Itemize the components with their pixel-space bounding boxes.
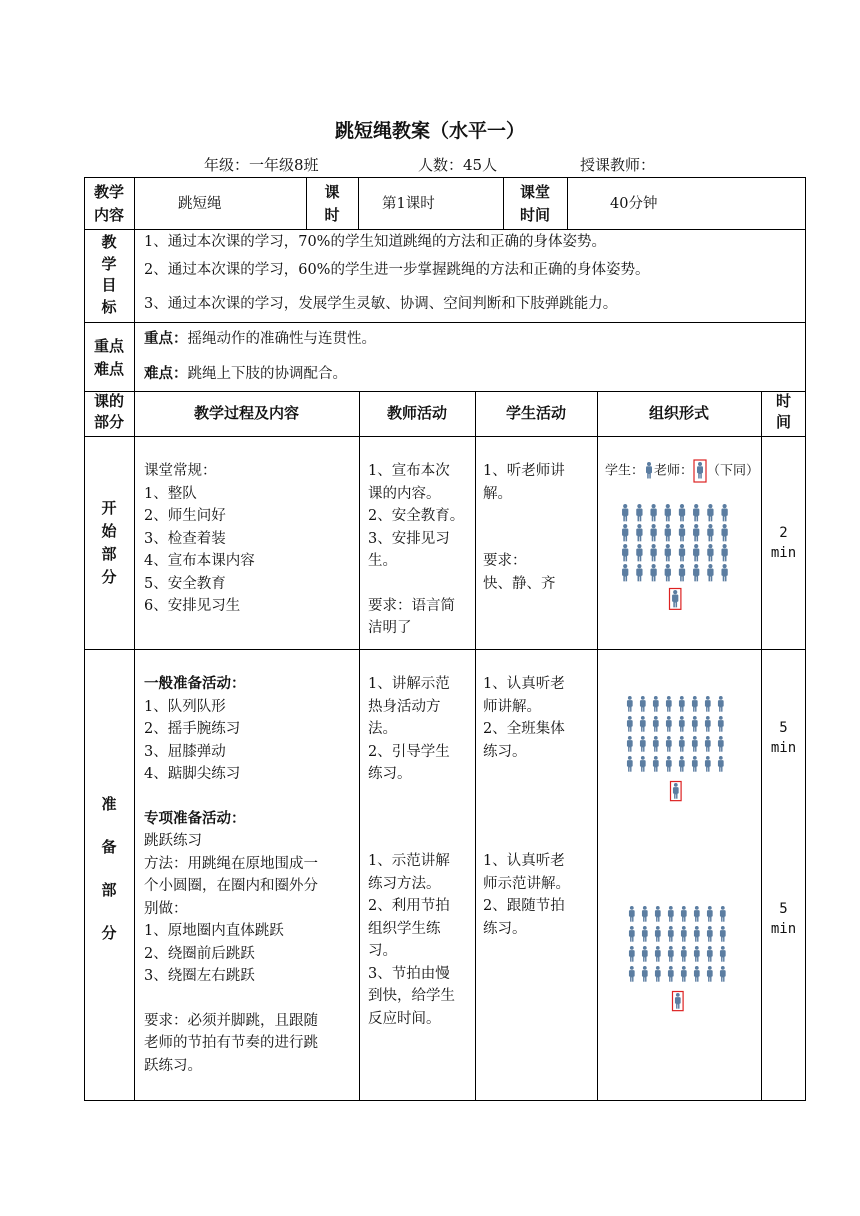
student-person-icon (622, 524, 628, 541)
student-person-icon (668, 946, 674, 962)
student-person-icon (694, 906, 700, 922)
time-value: 40分钟 (610, 196, 658, 212)
student-person-icon (693, 504, 699, 521)
prep-teacher-special: 1、示范讲解 练习方法。 2、利用节拍 组织学生练 习。 3、节拍由慢 到快，给学生 反应时间。 (368, 853, 455, 1027)
student-person-icon (705, 716, 711, 732)
student-person-icon (720, 946, 726, 962)
student-person-icon (629, 906, 635, 922)
student-person-icon (627, 696, 633, 712)
prep-time-2: 5 min (770, 901, 797, 937)
student-person-icon (679, 504, 685, 521)
student-person-icon (636, 504, 642, 521)
student-person-icon (679, 564, 685, 581)
key-point: 重点：摇绳动作的准确性与连贯性。 (144, 331, 376, 347)
key-label: 重点 难点 (93, 337, 124, 378)
student-person-icon (650, 544, 656, 561)
student-person-icon (707, 544, 713, 561)
student-person-icon (653, 716, 659, 732)
difficult-point: 难点：跳绳上下肢的协调配合。 (144, 366, 347, 382)
student-person-icon (655, 946, 661, 962)
student-person-icon (665, 504, 671, 521)
student-person-icon (640, 736, 646, 752)
student-person-icon (705, 756, 711, 772)
start-student: 1、听老师讲 解。 要求： 快、静、齐 (483, 463, 565, 592)
student-person-icon (721, 544, 727, 561)
student-person-icon (681, 966, 687, 982)
student-person-icon (681, 906, 687, 922)
lesson-label: 课 时 (324, 183, 340, 224)
student-person-icon (653, 756, 659, 772)
student-person-icon (666, 756, 672, 772)
prep-label: 准 备 部 分 (101, 795, 117, 942)
student-person-icon (655, 926, 661, 942)
student-person-icon (692, 736, 698, 752)
student-person-icon (636, 544, 642, 561)
student-person-icon (707, 504, 713, 521)
student-person-icon (668, 906, 674, 922)
header-teacher: 教师活动 (386, 404, 447, 422)
start-process: 课堂常规： 1、整队 2、师生问好 3、检查着装 4、宣布本课内容 5、安全教育 6、安排见习生 (144, 463, 255, 614)
student-person-icon (707, 564, 713, 581)
goal-2: 2、通过本次课的学习，60%的学生进一步掌握跳绳的方法和正确的身体姿势。 (144, 262, 650, 278)
student-person-icon (644, 460, 654, 482)
prep-student-special: 1、认真听老 师示范讲解。 2、跟随节拍 练习。 (483, 853, 570, 937)
student-person-icon (681, 946, 687, 962)
student-person-icon (679, 736, 685, 752)
student-person-icon (694, 946, 700, 962)
start-label: 开 始 部 分 (101, 499, 117, 586)
prep-student-general: 1、认真听老 师讲解。 2、全班集体 练习。 (483, 676, 565, 760)
student-person-icon (642, 906, 648, 922)
student-person-icon (721, 564, 727, 581)
student-person-icon (692, 756, 698, 772)
student-person-icon (720, 966, 726, 982)
student-person-icon (655, 966, 661, 982)
student-person-icon (666, 696, 672, 712)
time-label: 课堂 时间 (519, 183, 550, 224)
student-person-icon (666, 716, 672, 732)
student-person-icon (705, 736, 711, 752)
student-person-icon (665, 544, 671, 561)
teacher-person-icon (675, 993, 681, 1009)
student-person-icon (650, 564, 656, 581)
student-person-icon (707, 946, 713, 962)
header-time: 时 间 (775, 392, 791, 431)
student-person-icon (636, 564, 642, 581)
student-person-icon (707, 926, 713, 942)
content-value: 跳短绳 (178, 196, 222, 212)
student-person-icon (721, 524, 727, 541)
prep-formation-2 (626, 904, 736, 1016)
student-person-icon (627, 716, 633, 732)
student-person-icon (622, 564, 628, 581)
student-person-icon (646, 462, 652, 479)
student-person-icon (694, 966, 700, 982)
start-formation (619, 502, 739, 614)
student-person-icon (718, 756, 724, 772)
student-person-icon (679, 544, 685, 561)
content-label: 教学 内容 (93, 183, 124, 224)
student-person-icon (681, 926, 687, 942)
student-person-icon (655, 906, 661, 922)
header-process: 教学过程及内容 (193, 404, 299, 422)
lesson-value: 第1课时 (382, 196, 435, 212)
student-person-icon (707, 906, 713, 922)
student-person-icon (693, 564, 699, 581)
header-part: 课的 部分 (93, 392, 124, 431)
student-person-icon (642, 926, 648, 942)
student-person-icon (629, 966, 635, 982)
student-person-icon (693, 524, 699, 541)
student-person-icon (707, 524, 713, 541)
student-person-icon (627, 736, 633, 752)
prep-process: 一般准备活动： 1、队列队形 2、摇手腕练习 3、屈膝弹动 4、踮脚尖练习 专项准备活动： 跳跃练习 方法：用跳绳在原地围成一 个小圆圈，在圈内和圈外分 别做： 1、原地圈内直体跳跃 2、绕圈前后跳跃 3、绕圈左右跳跃 要求：必须并脚跳，且跟随 老师的节拍有节奏的进行跳 跃练习。 (144, 676, 318, 1074)
student-person-icon (692, 696, 698, 712)
student-person-icon (629, 926, 635, 942)
student-person-icon (718, 716, 724, 732)
student-person-icon (653, 736, 659, 752)
goal-1: 1、通过本次课的学习，70%的学生知道跳绳的方法和正确的身体姿势。 (144, 234, 606, 250)
start-time: 2 min (770, 525, 797, 561)
student-person-icon (627, 756, 633, 772)
student-person-icon (642, 946, 648, 962)
prep-time-1: 5 min (770, 720, 797, 756)
student-person-icon (694, 926, 700, 942)
teacher-info: 授课教师： (580, 156, 656, 174)
start-teacher: 1、宣布本次 课的内容。 2、安全教育。 3、安排见习 生。 要求：语言简 洁明了 (368, 463, 465, 636)
student-person-icon (640, 716, 646, 732)
prep-formation-1 (624, 694, 734, 806)
teacher-person-icon (697, 462, 703, 479)
student-person-icon (718, 736, 724, 752)
student-person-icon (720, 926, 726, 942)
student-person-icon (679, 756, 685, 772)
student-person-icon (640, 756, 646, 772)
student-person-icon (679, 716, 685, 732)
student-person-icon (665, 564, 671, 581)
student-person-icon (636, 524, 642, 541)
student-person-icon (650, 504, 656, 521)
student-person-icon (679, 696, 685, 712)
student-person-icon (666, 736, 672, 752)
teacher-person-icon (673, 783, 679, 799)
student-person-icon (665, 524, 671, 541)
student-person-icon (640, 696, 646, 712)
goals-label: 教 学 目 标 (101, 233, 117, 316)
goal-3: 3、通过本次课的学习，发展学生灵敏、协调、空间判断和下肢弹跳能力。 (144, 296, 618, 312)
student-person-icon (705, 696, 711, 712)
lesson-plan-grid (84, 177, 806, 1101)
student-person-icon (668, 966, 674, 982)
student-person-icon (653, 696, 659, 712)
student-person-icon (692, 716, 698, 732)
document-title: 跳短绳教案（水平一） (334, 120, 525, 142)
student-person-icon (679, 524, 685, 541)
header-org: 组织形式 (648, 404, 709, 422)
student-person-icon (693, 544, 699, 561)
student-person-icon (721, 504, 727, 521)
student-person-icon (642, 966, 648, 982)
student-person-icon (650, 524, 656, 541)
grade-info: 年级：一年级8班 (204, 156, 319, 174)
student-person-icon (622, 544, 628, 561)
student-count: 人数：45人 (418, 156, 498, 174)
student-person-icon (622, 504, 628, 521)
prep-teacher-general: 1、讲解示范 热身活动方 法。 2、引导学生 练习。 (368, 676, 450, 782)
student-person-icon (720, 906, 726, 922)
student-person-icon (707, 966, 713, 982)
header-student: 学生活动 (505, 404, 566, 422)
student-person-icon (668, 926, 674, 942)
student-person-icon (629, 946, 635, 962)
teacher-person-icon (693, 459, 707, 483)
start-legend: 学生： 老师： （下同） (605, 459, 759, 483)
teacher-person-icon (672, 590, 678, 607)
student-person-icon (718, 696, 724, 712)
